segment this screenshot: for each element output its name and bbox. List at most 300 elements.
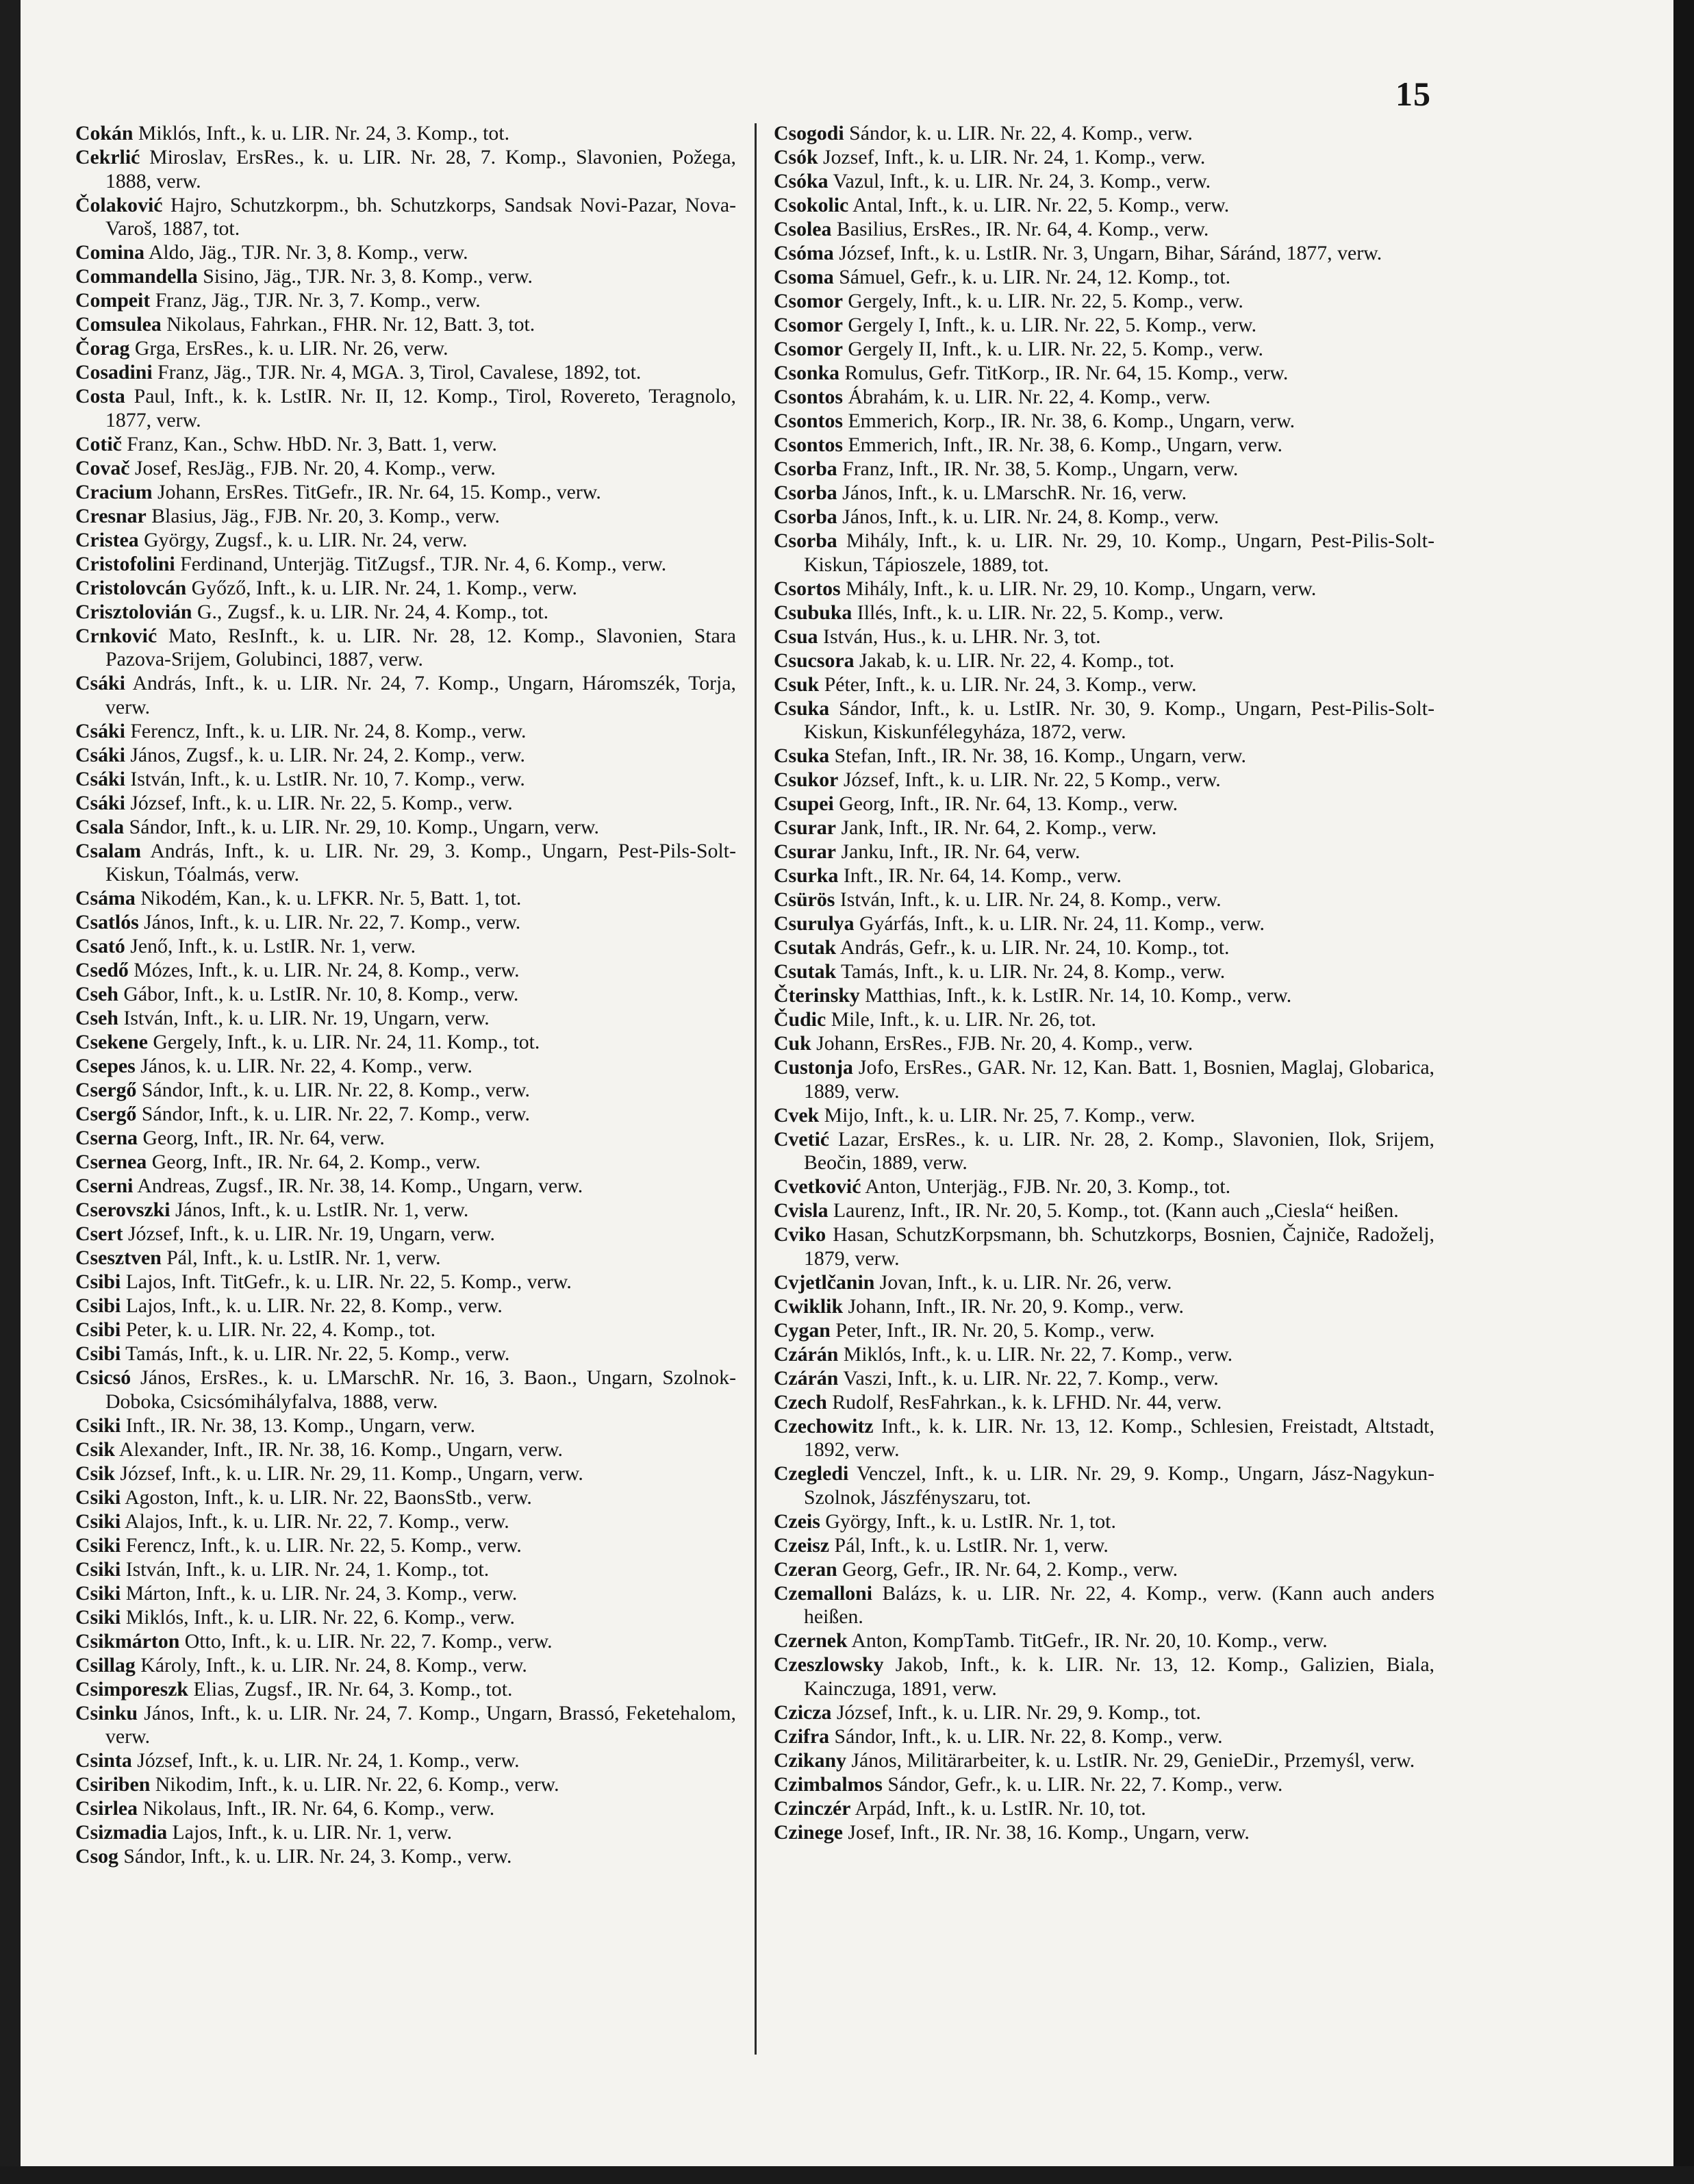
entry-details: Nikodim, Inft., k. u. LIR. Nr. 22, 6. Komp., verw. <box>155 1773 559 1796</box>
entry-surname: Csontos <box>774 434 844 456</box>
entry-surname: Csinta <box>75 1749 132 1772</box>
entry-surname: Cvetić <box>774 1127 830 1151</box>
entry-surname: Cristea <box>75 528 139 551</box>
casualty-entry <box>774 1175 1434 1199</box>
entry-surname: Csorba <box>774 529 837 552</box>
entry-details: Mózes, Inft., k. u. LIR. Nr. 24, 8. Komp., verw. <box>134 959 520 981</box>
entry-details: Basilius, ErsRes., IR. Nr. 64, 4. Komp., verw. <box>836 218 1209 240</box>
entry-details: Rudolf, ResFahrkan., k. k. LFHD. Nr. 44, verw. <box>832 1390 1222 1414</box>
entry-surname: Csibi <box>75 1318 121 1341</box>
casualty-entry <box>75 529 736 553</box>
casualty-entry <box>774 1749 1434 1773</box>
entry-details: Ábrahám, k. u. LIR. Nr. 22, 4. Komp., verw. <box>848 386 1211 408</box>
casualty-entry <box>75 1797 736 1821</box>
casualty-entry <box>75 1702 736 1749</box>
scan-border-bottom <box>0 2166 1694 2184</box>
entry-details: Antal, Inft., k. u. LIR. Nr. 22, 5. Komp., verw. <box>852 194 1230 216</box>
casualty-entry <box>75 457 736 481</box>
casualty-entry <box>75 672 736 719</box>
casualty-entry <box>75 959 736 983</box>
entry-surname: Csonka <box>774 362 840 384</box>
casualty-entry <box>774 218 1434 242</box>
entry-surname: Czernek <box>774 1629 848 1652</box>
entry-details: Miklós, Inft., k. u. LIR. Nr. 22, 7. Komp., verw. <box>843 1342 1233 1366</box>
entry-details: János, Inft., k. u. LstIR. Nr. 1, verw. <box>175 1198 469 1221</box>
entry-surname: Csoma <box>774 266 834 288</box>
entry-details: Emmerich, Korp., IR. Nr. 38, 6. Komp., Ungarn, verw. <box>848 410 1295 432</box>
casualty-entry <box>75 1127 736 1151</box>
casualty-entry <box>75 194 736 241</box>
entry-details: György, Inft., k. u. LstIR. Nr. 1, tot. <box>825 1509 1116 1533</box>
entry-surname: Csomor <box>774 338 843 360</box>
casualty-entry <box>774 936 1434 960</box>
entry-surname: Csedő <box>75 959 129 981</box>
entry-details: Franz, Jäg., TJR. Nr. 3, 7. Komp., verw. <box>155 289 481 312</box>
casualty-entry <box>75 1175 736 1198</box>
casualty-entry <box>774 888 1434 912</box>
entry-surname: Cokán <box>75 122 134 145</box>
entry-surname: Czeis <box>774 1509 820 1533</box>
entry-surname: Czegledi <box>774 1462 849 1485</box>
entry-details: Georg, Inft., IR. Nr. 64, 2. Komp., verw. <box>151 1151 481 1173</box>
entry-surname: Csatlós <box>75 911 139 933</box>
casualty-entry <box>75 1845 736 1869</box>
entry-surname: Csáki <box>75 719 125 742</box>
entry-surname: Cresnar <box>75 504 147 527</box>
casualty-entry <box>75 1007 736 1031</box>
casualty-entry <box>75 1773 736 1797</box>
entry-details: Sándor, Inft., k. u. LIR. Nr. 22, 8. Komp., verw. <box>141 1079 530 1101</box>
entry-details: Jofo, ErsRes., GAR. Nr. 12, Kan. Batt. 1, Bosnien, Maglaj, Globarica, 1889, verw. <box>804 1056 1435 1103</box>
entry-details: Sándor, Inft., k. u. LstIR. Nr. 30, 9. Komp., Ungarn, Pest-Pilis-Solt-Kiskun, Kiskunfélegyháza, 1872, verw. <box>804 696 1434 743</box>
entry-details: Sándor, Inft., k. u. LIR. Nr. 22, 8. Komp., verw. <box>834 1724 1223 1748</box>
entry-details: Vaszi, Inft., k. u. LIR. Nr. 22, 7. Komp., verw. <box>843 1366 1219 1390</box>
casualty-entry <box>774 984 1434 1008</box>
casualty-entry <box>774 1367 1434 1391</box>
casualty-entry <box>75 840 736 887</box>
entry-details: István, Hus., k. u. LHR. Nr. 3, tot. <box>823 625 1101 648</box>
entry-details: György, Zugsf., k. u. LIR. Nr. 24, verw. <box>144 528 468 551</box>
entry-details: Gergely, Inft., k. u. LIR. Nr. 24, 11. Komp., tot. <box>153 1031 540 1053</box>
entry-details: Agoston, Inft., k. u. LIR. Nr. 22, BaonsStb., verw. <box>125 1485 532 1509</box>
entry-surname: Csog <box>75 1845 118 1868</box>
right-column <box>774 122 1434 1845</box>
entry-details: János, Inft., k. u. LIR. Nr. 22, 7. Komp., verw. <box>144 911 521 933</box>
entry-surname: Csillag <box>75 1653 136 1677</box>
casualty-entry <box>774 314 1434 338</box>
casualty-entry <box>75 265 736 289</box>
casualty-entry <box>75 1294 736 1318</box>
entry-details: Balázs, k. u. LIR. Nr. 22, 4. Komp., verw. (Kann auch anders heißen. <box>804 1581 1434 1628</box>
entry-surname: Csontos <box>774 410 844 432</box>
entry-surname: Crnković <box>75 624 157 647</box>
entry-surname: Csert <box>75 1222 123 1245</box>
casualty-entry <box>75 1222 736 1246</box>
casualty-entry <box>75 481 736 505</box>
entry-details: József, Inft., k. u. LIR. Nr. 22, 5. Komp., verw. <box>130 791 513 814</box>
entry-details: Vazul, Inft., k. u. LIR. Nr. 24, 3. Komp., verw. <box>833 170 1211 192</box>
entry-details: Sándor, Inft., k. u. LIR. Nr. 29, 10. Komp., Ungarn, verw. <box>129 815 599 838</box>
entry-details: János, ErsRes., k. u. LMarschR. Nr. 16, 3. Baon., Ungarn, Szolnok-Doboka, Csicsómihályfalva, 1888, verw. <box>105 1366 736 1413</box>
entry-surname: Csató <box>75 935 125 957</box>
entry-details: Georg, Gefr., IR. Nr. 64, 2. Komp., verw. <box>842 1557 1178 1581</box>
entry-surname: Cseh <box>75 1007 118 1029</box>
casualty-entry <box>774 1558 1434 1582</box>
entry-details: Tamás, Inft., k. u. LIR. Nr. 24, 8. Komp., verw. <box>841 960 1226 983</box>
entry-details: János, Inft., k. u. LIR. Nr. 24, 8. Komp., verw. <box>842 505 1219 528</box>
casualty-entry <box>75 1678 736 1702</box>
casualty-entry <box>774 792 1434 816</box>
casualty-entry <box>774 1008 1434 1032</box>
entry-details: Inft., k. k. LIR. Nr. 13, 12. Komp., Schlesien, Freistadt, Altstadt, 1892, verw. <box>804 1414 1434 1461</box>
casualty-entry <box>774 362 1434 386</box>
entry-surname: Cotič <box>75 432 122 455</box>
entry-surname: Czikany <box>774 1748 846 1772</box>
entry-surname: Costa <box>75 385 125 407</box>
casualty-entry <box>774 1821 1434 1845</box>
entry-surname: Csurulya <box>774 912 855 935</box>
casualty-entry <box>75 983 736 1007</box>
casualty-entry <box>75 1246 736 1270</box>
casualty-entry <box>75 146 736 193</box>
entry-surname: Csiki <box>75 1485 121 1509</box>
entry-details: Pál, Inft., k. u. LstIR. Nr. 1, verw. <box>834 1533 1109 1557</box>
casualty-entry <box>75 887 736 911</box>
entry-details: Nikodém, Kan., k. u. LFKR. Nr. 5, Batt. 1, tot. <box>140 887 522 909</box>
entry-details: Győző, Inft., k. u. LIR. Nr. 24, 1. Komp., verw. <box>191 576 577 599</box>
casualty-entry <box>774 1271 1434 1295</box>
entry-surname: Cristofolini <box>75 552 175 575</box>
entry-details: Romulus, Gefr. TitKorp., IR. Nr. 64, 15. Komp., verw. <box>844 362 1289 384</box>
entry-surname: Csupei <box>774 792 834 815</box>
entry-surname: Csurar <box>774 840 837 863</box>
entry-surname: Csiki <box>75 1605 121 1629</box>
entry-details: János, k. u. LIR. Nr. 22, 4. Komp., verw. <box>140 1055 472 1077</box>
casualty-entry <box>75 1821 736 1845</box>
entry-surname: Custonja <box>774 1056 853 1079</box>
casualty-entry <box>774 1653 1434 1700</box>
entry-details: Venczel, Inft., k. u. LIR. Nr. 29, 9. Komp., Ungarn, Jász-Nagykun-Szolnok, Jászfényszaru, tot. <box>804 1462 1434 1509</box>
entry-surname: Csikmárton <box>75 1629 180 1653</box>
entry-details: Mile, Inft., k. u. LIR. Nr. 26, tot. <box>831 1008 1096 1031</box>
casualty-entry <box>774 1223 1434 1270</box>
entry-surname: Cracium <box>75 480 153 503</box>
entry-details: Franz, Kan., Schw. HbD. Nr. 3, Batt. 1, verw. <box>127 432 497 455</box>
casualty-entry <box>774 840 1434 864</box>
entry-details: Hajro, Schutzkorpm., bh. Schutzkorps, Sandsak Novi-Pazar, Nova-Varoš, 1887, tot. <box>105 193 736 240</box>
entry-details: József, Inft., k. u. LIR. Nr. 22, 5 Komp., verw. <box>843 768 1221 791</box>
entry-surname: Csergő <box>75 1103 137 1125</box>
entry-details: Péter, Inft., k. u. LIR. Nr. 24, 3. Komp., verw. <box>824 673 1197 696</box>
entry-details: Jank, Inft., IR. Nr. 64, 2. Komp., verw. <box>841 816 1157 839</box>
entry-surname: Cserovszki <box>75 1198 170 1221</box>
casualty-entry <box>75 1103 736 1127</box>
casualty-entry <box>774 242 1434 266</box>
casualty-entry <box>774 481 1434 505</box>
entry-surname: Cwiklik <box>774 1294 844 1318</box>
entry-surname: Czárán <box>774 1342 839 1366</box>
entry-details: Johann, ErsRes. TitGefr., IR. Nr. 64, 15. Komp., verw. <box>157 480 601 503</box>
entry-surname: Csiki <box>75 1509 121 1533</box>
entry-details: Ferencz, Inft., k. u. LIR. Nr. 24, 8. Komp., verw. <box>130 719 527 742</box>
entry-details: János, Inft., k. u. LMarschR. Nr. 16, verw. <box>842 481 1187 504</box>
casualty-entry <box>774 1797 1434 1821</box>
entry-details: Miklós, Inft., k. u. LIR. Nr. 22, 6. Komp., verw. <box>125 1605 516 1629</box>
casualty-entry <box>75 1558 736 1582</box>
entry-details: Matthias, Inft., k. k. LstIR. Nr. 14, 10. Komp., verw. <box>865 984 1292 1007</box>
entry-surname: Csesztven <box>75 1246 162 1269</box>
entry-details: Jenő, Inft., k. u. LstIR. Nr. 1, verw. <box>130 935 416 957</box>
casualty-entry <box>774 649 1434 673</box>
casualty-entry <box>774 768 1434 792</box>
casualty-entry <box>774 266 1434 290</box>
casualty-entry <box>774 194 1434 218</box>
casualty-entry <box>75 337 736 361</box>
casualty-entry <box>774 1773 1434 1797</box>
entry-surname: Csirlea <box>75 1797 138 1820</box>
entry-details: Gábor, Inft., k. u. LstIR. Nr. 10, 8. Komp., verw. <box>123 983 519 1005</box>
casualty-entry <box>774 434 1434 457</box>
entry-details: Arpád, Inft., k. u. LstIR. Nr. 10, tot. <box>855 1796 1146 1820</box>
casualty-entry <box>774 864 1434 888</box>
casualty-entry <box>75 361 736 385</box>
entry-surname: Csizmadia <box>75 1821 168 1844</box>
entry-details: Lajos, Inft., k. u. LIR. Nr. 22, 8. Komp., verw. <box>125 1294 503 1317</box>
entry-surname: Csontos <box>774 386 844 408</box>
casualty-entry <box>75 289 736 313</box>
casualty-entry <box>774 1343 1434 1367</box>
entry-surname: Csáki <box>75 791 125 814</box>
casualty-entry <box>774 338 1434 362</box>
entry-surname: Cristolovcán <box>75 576 187 599</box>
casualty-entry <box>75 1534 736 1558</box>
casualty-entry <box>774 1319 1434 1343</box>
casualty-entry <box>75 1438 736 1462</box>
entry-details: Peter, k. u. LIR. Nr. 22, 4. Komp., tot. <box>125 1318 436 1341</box>
casualty-entry <box>75 720 736 744</box>
entry-details: József, Inft., k. u. LIR. Nr. 29, 9. Komp., tot. <box>836 1700 1201 1724</box>
entry-surname: Cseh <box>75 983 118 1005</box>
entry-details: Johann, Inft., IR. Nr. 20, 9. Komp., verw. <box>848 1294 1184 1318</box>
entry-surname: Cserna <box>75 1127 138 1149</box>
entry-details: Márton, Inft., k. u. LIR. Nr. 24, 3. Komp., verw. <box>125 1581 518 1605</box>
casualty-entry <box>774 625 1434 649</box>
entry-surname: Czeisz <box>774 1533 830 1557</box>
entry-details: Andreas, Zugsf., IR. Nr. 38, 14. Komp., Ungarn, verw. <box>137 1175 583 1197</box>
entry-details: Nikolaus, Fahrkan., FHR. Nr. 12, Batt. 3, tot. <box>166 313 535 336</box>
entry-surname: Csuka <box>774 696 830 720</box>
entry-surname: Cygan <box>774 1318 831 1342</box>
entry-surname: Comina <box>75 241 144 264</box>
casualty-entry <box>75 935 736 959</box>
entry-details: István, Inft., k. u. LIR. Nr. 24, 1. Komp., tot. <box>125 1557 490 1581</box>
entry-surname: Cvjetlčanin <box>774 1270 875 1294</box>
entry-details: Blasius, Jäg., FJB. Nr. 20, 3. Komp., verw. <box>151 504 500 527</box>
entry-details: Sándor, Gefr., k. u. LIR. Nr. 22, 7. Komp., verw. <box>887 1772 1283 1796</box>
casualty-entry <box>75 241 736 265</box>
casualty-entry <box>75 792 736 816</box>
entry-surname: Csicsó <box>75 1366 131 1389</box>
entry-details: Sándor, k. u. LIR. Nr. 22, 4. Komp., verw. <box>849 122 1193 145</box>
entry-details: Illés, Inft., k. u. LIR. Nr. 22, 5. Komp., verw. <box>857 601 1224 624</box>
entry-surname: Comsulea <box>75 313 162 336</box>
casualty-entry <box>75 1198 736 1222</box>
entry-details: Ferencz, Inft., k. u. LIR. Nr. 22, 5. Komp., verw. <box>125 1533 522 1557</box>
entry-details: Alajos, Inft., k. u. LIR. Nr. 22, 7. Komp., verw. <box>125 1509 509 1533</box>
casualty-entry <box>774 457 1434 481</box>
entry-details: István, Inft., k. u. LIR. Nr. 24, 8. Komp., verw. <box>839 888 1222 911</box>
entry-surname: Cuk <box>774 1032 811 1055</box>
casualty-entry <box>774 1629 1434 1653</box>
casualty-entry <box>75 313 736 337</box>
entry-details: Inft., IR. Nr. 64, 14. Komp., verw. <box>843 864 1122 887</box>
entry-surname: Csua <box>774 625 818 648</box>
entry-surname: Čorag <box>75 337 130 360</box>
entry-surname: Cosadini <box>75 361 153 384</box>
entry-surname: Csepes <box>75 1055 136 1077</box>
entry-details: G., Zugsf., k. u. LIR. Nr. 24, 4. Komp., tot. <box>197 600 549 623</box>
entry-surname: Csala <box>75 815 125 838</box>
casualty-entry <box>75 1582 736 1606</box>
entry-details: András, Inft., k. u. LIR. Nr. 24, 7. Komp., Ungarn, Háromszék, Torja, verw. <box>105 672 736 718</box>
entry-details: Alexander, Inft., IR. Nr. 38, 16. Komp., Ungarn, verw. <box>118 1438 563 1461</box>
casualty-entry <box>774 1701 1434 1725</box>
entry-surname: Crisztolovián <box>75 600 192 623</box>
casualty-entry <box>75 1749 736 1773</box>
casualty-entry <box>774 505 1434 529</box>
entry-details: Stefan, Inft., IR. Nr. 38, 16. Komp., Ungarn, verw. <box>834 744 1246 767</box>
casualty-entry <box>75 1151 736 1175</box>
casualty-entry <box>75 1510 736 1534</box>
casualty-entry <box>774 1104 1434 1128</box>
entry-details: Peter, Inft., IR. Nr. 20, 5. Komp., verw. <box>835 1318 1155 1342</box>
entry-details: Jakob, Inft., k. k. LIR. Nr. 13, 12. Komp., Galizien, Biala, Kainczuga, 1891, verw. <box>804 1653 1434 1700</box>
casualty-entry <box>774 386 1434 410</box>
left-column <box>75 122 736 1869</box>
entry-details: Paul, Inft., k. k. LstIR. Nr. II, 12. Komp., Tirol, Rovereto, Teragnolo, 1877, verw. <box>105 385 737 431</box>
entry-details: Mijo, Inft., k. u. LIR. Nr. 25, 7. Komp., verw. <box>824 1103 1196 1127</box>
casualty-entry <box>75 553 736 577</box>
entry-surname: Csiki <box>75 1533 121 1557</box>
entry-details: Mato, ResInft., k. u. LIR. Nr. 28, 12. Komp., Slavonien, Stara Pazova-Srijem, Golubinci, 1887, verw. <box>105 624 736 670</box>
entry-details: Jovan, Inft., k. u. LIR. Nr. 26, verw. <box>879 1270 1172 1294</box>
casualty-entry <box>774 1032 1434 1056</box>
casualty-entry <box>774 816 1434 840</box>
entry-surname: Csutak <box>774 936 837 959</box>
entry-surname: Csogodi <box>774 122 844 145</box>
entry-details: Nikolaus, Inft., IR. Nr. 64, 6. Komp., verw. <box>142 1797 495 1820</box>
entry-details: Josef, Inft., IR. Nr. 38, 16. Komp., Ungarn, verw. <box>848 1820 1250 1844</box>
casualty-entry <box>774 1510 1434 1534</box>
entry-surname: Csóma <box>774 242 834 264</box>
entry-details: Gergely, Inft., k. u. LIR. Nr. 22, 5. Komp., verw. <box>848 290 1243 312</box>
casualty-entry <box>774 1582 1434 1629</box>
casualty-entry <box>75 1342 736 1366</box>
casualty-entry <box>774 170 1434 194</box>
entry-surname: Csalam <box>75 839 142 862</box>
casualty-entry <box>774 577 1434 601</box>
entry-details: Janku, Inft., IR. Nr. 64, verw. <box>841 840 1080 863</box>
entry-details: Franz, Inft., IR. Nr. 38, 5. Komp., Ungarn, verw. <box>842 457 1239 480</box>
column-divider <box>755 123 757 2055</box>
casualty-entry <box>75 601 736 625</box>
casualty-entry <box>75 577 736 601</box>
casualty-entry <box>774 1534 1434 1558</box>
entry-surname: Csergő <box>75 1079 137 1101</box>
entry-surname: Čudic <box>774 1008 826 1031</box>
entry-surname: Csurar <box>774 816 837 839</box>
entry-surname: Csiki <box>75 1557 121 1581</box>
entry-details: Franz, Jäg., TJR. Nr. 4, MGA. 3, Tirol, Cavalese, 1892, tot. <box>157 361 642 384</box>
casualty-entry <box>774 697 1434 744</box>
entry-surname: Cekrlić <box>75 146 140 168</box>
entry-surname: Csiki <box>75 1414 121 1437</box>
casualty-entry <box>75 385 736 432</box>
entry-details: Károly, Inft., k. u. LIR. Nr. 24, 8. Komp., verw. <box>140 1653 527 1677</box>
casualty-entry <box>75 1462 736 1486</box>
casualty-entry <box>774 1415 1434 1462</box>
casualty-entry <box>774 1056 1434 1103</box>
casualty-entry <box>774 744 1434 768</box>
entry-details: Georg, Inft., IR. Nr. 64, verw. <box>142 1127 385 1149</box>
entry-surname: Csik <box>75 1438 115 1461</box>
entry-surname: Csukor <box>774 768 839 791</box>
entry-surname: Csorba <box>774 505 837 528</box>
entry-surname: Csomor <box>774 290 843 312</box>
entry-surname: Czimbalmos <box>774 1772 883 1796</box>
entry-details: Gyárfás, Inft., k. u. LIR. Nr. 24, 11. Komp., verw. <box>859 912 1265 935</box>
entry-details: Laurenz, Inft., IR. Nr. 20, 5. Komp., tot. (Kann auch „Ciesla“ heißen. <box>833 1199 1399 1222</box>
entry-details: Johann, ErsRes., FJB. Nr. 20, 4. Komp., verw. <box>816 1032 1193 1055</box>
entry-details: István, Inft., k. u. LstIR. Nr. 10, 7. Komp., verw. <box>130 767 525 790</box>
entry-surname: Csibi <box>75 1342 121 1365</box>
casualty-entry <box>75 1630 736 1654</box>
entry-surname: Csuka <box>774 744 830 767</box>
entry-surname: Czemalloni <box>774 1581 872 1605</box>
entry-details: Inft., IR. Nr. 38, 13. Komp., Ungarn, verw. <box>125 1414 476 1437</box>
entry-details: József, Inft., k. u. LIR. Nr. 19, Ungarn, verw. <box>127 1222 495 1245</box>
casualty-entry <box>75 1318 736 1342</box>
casualty-entry <box>774 960 1434 984</box>
entry-surname: Csimporeszk <box>75 1677 188 1700</box>
casualty-entry <box>774 1199 1434 1223</box>
entry-details: József, Inft., k. u. LIR. Nr. 24, 1. Komp., verw. <box>137 1749 520 1772</box>
entry-surname: Csiki <box>75 1581 121 1605</box>
casualty-entry <box>774 1128 1434 1175</box>
entry-details: András, Inft., k. u. LIR. Nr. 29, 3. Komp., Ungarn, Pest-Pils-Solt-Kiskun, Tóalmás, verw. <box>105 839 736 886</box>
entry-details: Aldo, Jäg., TJR. Nr. 3, 8. Komp., verw. <box>148 241 468 264</box>
casualty-entry <box>774 146 1434 170</box>
entry-surname: Csáki <box>75 672 125 694</box>
casualty-entry <box>75 433 736 457</box>
entry-details: János, Zugsf., k. u. LIR. Nr. 24, 2. Komp., verw. <box>130 743 525 766</box>
entry-surname: Csomor <box>774 314 843 336</box>
entry-surname: Csubuka <box>774 601 852 624</box>
casualty-entry <box>774 912 1434 936</box>
entry-details: Sisino, Jäg., TJR. Nr. 3, 8. Komp., verw. <box>203 265 533 288</box>
entry-surname: Czeran <box>774 1557 837 1581</box>
entry-surname: Csorba <box>774 457 837 480</box>
casualty-entry <box>774 601 1434 625</box>
entry-details: András, Gefr., k. u. LIR. Nr. 24, 10. Komp., tot. <box>839 936 1230 959</box>
casualty-entry <box>75 768 736 792</box>
entry-details: Jozsef, Inft., k. u. LIR. Nr. 24, 1. Komp., verw. <box>823 146 1206 168</box>
entry-surname: Čterinsky <box>774 984 860 1007</box>
casualty-entry <box>774 1725 1434 1749</box>
casualty-entry <box>75 744 736 768</box>
casualty-entry <box>774 1391 1434 1415</box>
entry-details: Lazar, ErsRes., k. u. LIR. Nr. 28, 2. Komp., Slavonien, Ilok, Srijem, Beočin, 1889, verw. <box>804 1127 1434 1174</box>
